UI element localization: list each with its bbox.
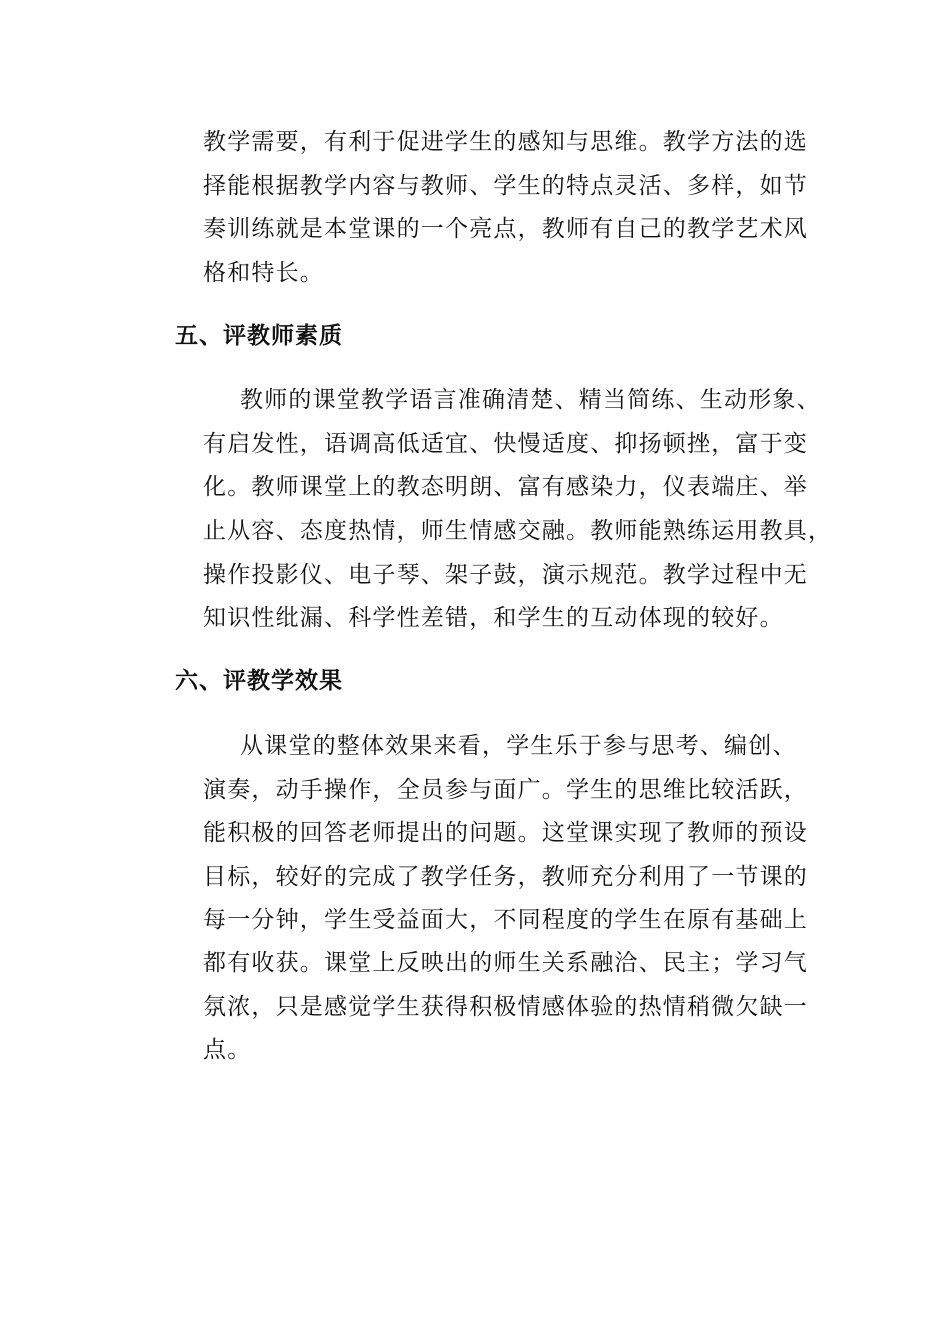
section5-line-6: 知识性纰漏、科学性差错，和学生的互动体现的较好。	[203, 605, 784, 631]
section6-line-5: 每一分钟，学生受益面大，不同程度的学生在原有基础上	[203, 907, 808, 933]
intro-line-2: 择能根据教学内容与教师、学生的特点灵活、多样，如节	[203, 173, 808, 199]
section6-line-6: 都有收获。课堂上反映出的师生关系融洽、民主；学习气	[203, 950, 808, 976]
section6-line-2: 演奏，动手操作，全员参与面广。学生的思维比较活跃，	[203, 777, 808, 803]
section5-line-3: 化。教师课堂上的教态明朗、富有感染力，仪表端庄、举	[203, 474, 808, 500]
section6-line-8: 点。	[203, 1037, 252, 1063]
section5-line-2: 有启发性，语调高低适宜、快慢适度、抑扬顿挫，富于变	[203, 431, 808, 457]
intro-line-1: 教学需要，有利于促进学生的感知与思维。教学方法的选	[203, 129, 808, 155]
section6-line-3: 能积极的回答老师提出的问题。这堂课实现了教师的预设	[203, 820, 808, 846]
intro-line-4: 格和特长。	[203, 260, 324, 286]
section5-line-4: 止从容、态度热情，师生情感交融。教师能熟练运用教具，	[203, 518, 833, 544]
section6-line-1: 从课堂的整体效果来看，学生乐于参与思考、编创、	[240, 733, 797, 759]
section5-heading: 五、评教师素质	[175, 322, 343, 349]
intro-line-3: 奏训练就是本堂课的一个亮点，教师有自己的教学艺术风	[203, 216, 808, 242]
section6-heading: 六、评教学效果	[175, 667, 343, 694]
section6-line-4: 目标，较好的完成了教学任务，教师充分利用了一节课的	[203, 864, 808, 890]
section5-line-1: 教师的课堂教学语言准确清楚、精当简练、生动形象、	[240, 387, 821, 413]
section5-line-5: 操作投影仪、电子琴、架子鼓，演示规范。教学过程中无	[203, 562, 808, 588]
section6-line-7: 氛浓，只是感觉学生获得积极情感体验的热情稍微欠缺一	[203, 994, 808, 1020]
